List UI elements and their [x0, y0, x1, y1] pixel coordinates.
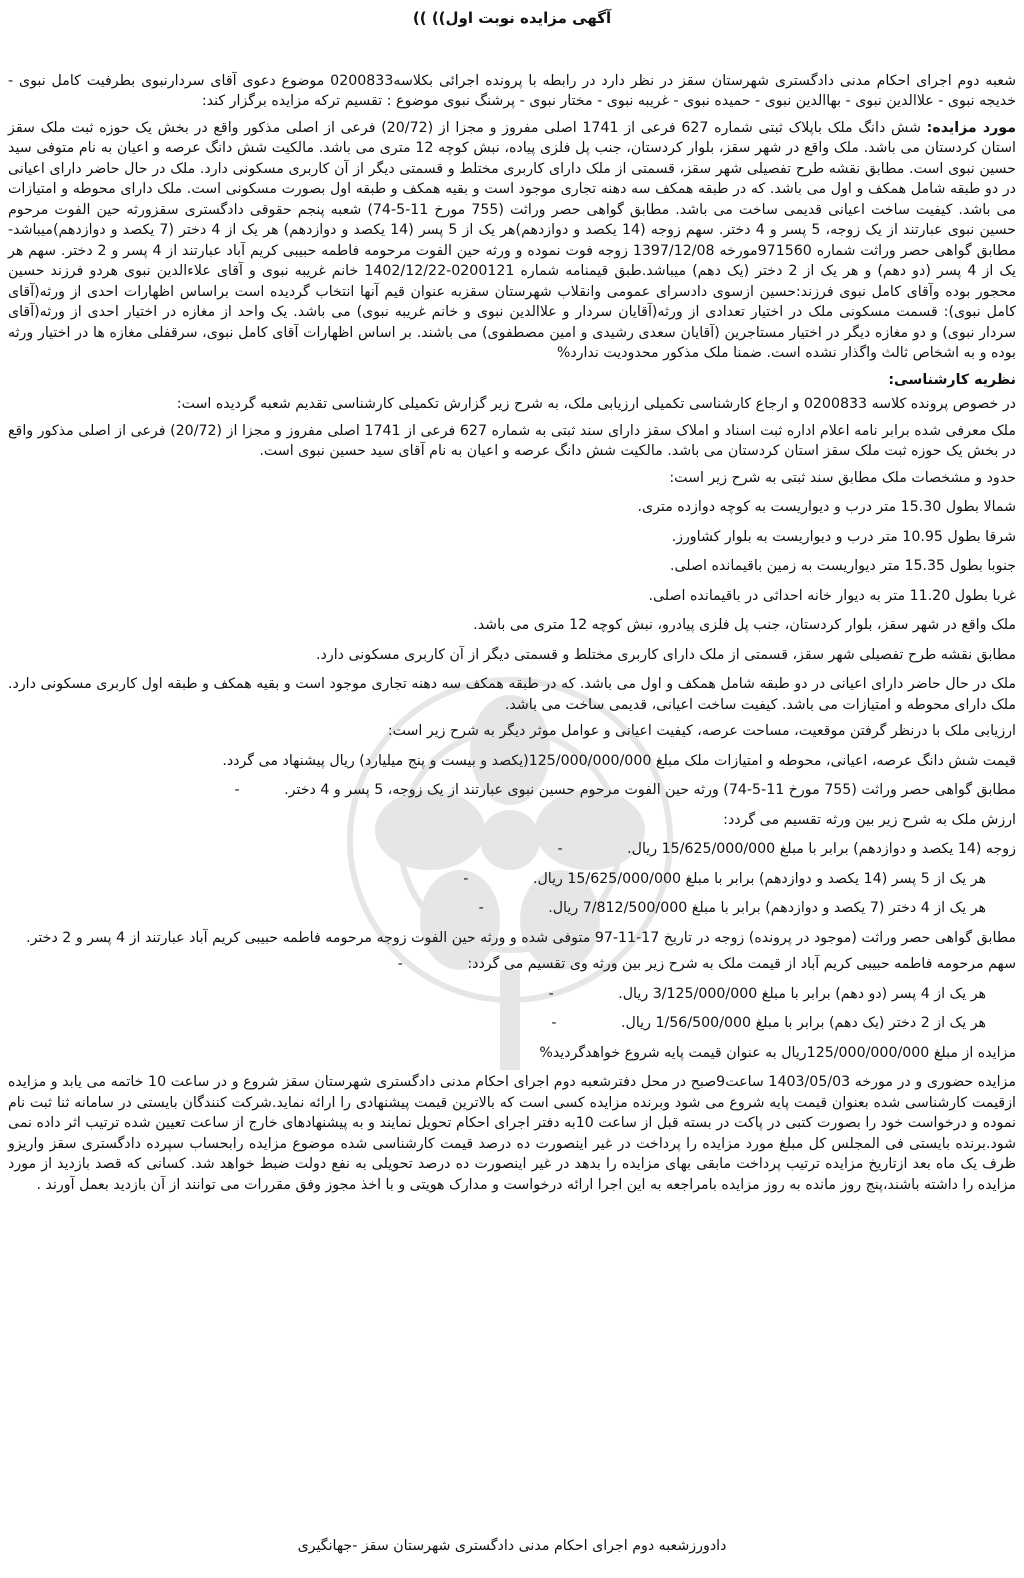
- share-sons-text: هر یک از 5 پسر (14 یکصد و دوازدهم) برابر با مبلغ 15/625/000/000 ریال.: [532, 870, 986, 887]
- page-title: آگهی مزایده نوبت اول)) )): [412, 9, 612, 27]
- expert-p2: ملک معرفی شده برابر نامه اعلام اداره ثبت اسناد و املاک سقز دارای سند ثبتی به شماره 627 فرعی از 1741 اصلی مفروز و مجزا از (20/72) فرعی از اصلی مذکور واقع در بخش یک حوزه ثبت ملک سقز استان کردستان می باشد. مالکیت شش دانگ عرصه و اعیان به نام آقای سید حسین نبوی است.: [8, 422, 1016, 459]
- bound-west: غربا بطول 11.20 متر به دیوار خانه احداثی در باقیمانده اصلی.: [648, 587, 1016, 604]
- share-daughters: [8, 898, 1016, 919]
- auction-start-line: مزایده از مبلغ 125/000/000/000ریال به عنوان قیمت پایه شروع خواهدگردید%: [539, 1044, 1016, 1061]
- location-line: ملک واقع در شهر سقز، بلوار کردستان، جنب پل فلزی پیادرو، نبش کوچه 12 متری می باشد.: [473, 617, 1016, 633]
- auction-subject-paragraph: [8, 118, 1016, 364]
- dash-mark: -: [557, 841, 563, 857]
- share-intro-text: سهم مرحومه فاطمه حبیبی کریم آباد از قیمت ملک به شرح زیر بین ورثه وی تقسیم می گردد:: [467, 956, 1016, 972]
- auction-subject-label: مورد مزایده:: [926, 119, 1016, 136]
- share-daughters-2: [8, 1013, 1016, 1034]
- dash-mark: -: [397, 956, 403, 972]
- auction-subject-text: شش دانگ ملک باپلاک ثبتی شماره 627 فرعی از 1741 اصلی مفروز و مجزا از (20/72) فرعی از اصلی مذکور واقع در بخش یک حوزه ثبت ملک سقز استان کردستان می باشد. ملک واقع در شهر سقز، بلوار کردستان، جنب پل فلزی پیاده، نبش کوچه 12 متری می باشد. مالکیت شش دانگ عرصه و اعیان به نام متوفی سید حسین نبوی است. مطابق نقشه طرح تفصیلی شهر سقز، قسمتی از ملک دارای کاربری مختلط و قسمتی دیگر از آن کاربری مسکونی دارد. ملک در حال حاضر دارای اعیانی در دو طبقه شامل همکف و اول می باشد. که در طبقه همکف سه دهنه تجاری موجود است و بقیه همکف و طبقه اول بصورت مسکونی است. ملک دارای محوطه و امتیازات می باشد. کیفیت ساخت اعیانی قدیمی ساخت می باشد. مطابق گواهی حصر وراثت (755 مورخ 11-5-74) شعبه پنجم حقوقی دادگستری سقزورثه حین الفوت مرحوم حسین نبوی عبارتند از یک زوجه، 5 پسر و 4 دختر. سهم زوجه (14 یکصد و دوازدهم)هر یک از 5 پسر (14 یکصد و دوازدهم) هر یک از 4 دختر (7 یکصد و دوازدهم)میباشد-مطابق گواهی حصر وراثت شماره 971560مورخه 1397/12/08 زوجه فوت نموده و ورثه حین الفوت مرحومه فاطمه حبیبی کریم آباد عبارتند از 4 پسر و 2 دختر. سهم هر یک از 4 پسر (دو دهم) و هر یک از 2 دختر (یک دهم) میباشد.طبق قیمنامه شماره 0200121-1402/12/22 خانم غریبه نبوی و آقای علاءالدین نبوی هردو فرزند حسین محجور بوده وآقای کامل نبوی فرزند:حسین ازسوی دادسرای عمومی وانقلاب شهرستان سقزبه عنوان قیم آنها انتخاب گردیده است براساس اظهارات احدی از ورثه(آقای کامل نبوی): قسمت مسکونی ملک در اختیار تعدادی از ورثه(آقایان سردار و علاالدین نبوی و خانم غریبه نبوی) می باشد. یک واحد از مغازه در اختیار احدی از ورثه(آقای سردار نبوی) و دو مغازه دیگر در اختیار مستاجرین (آقایان سعدی رشیدی و امین مصطفوی) می باشند. بر اساس اظهارات آقای کامل نبوی، سرقفلی مغازه ها در اختیار ورثه بوده و به اشخاص ثالث واگذار نشده است. ضمنا ملک مذکور محدودیت ندارد%: [8, 119, 1016, 361]
- share-daughters-text: هر یک از 4 دختر (7 یکصد و دوازدهم) برابر با مبلغ 7/812/500/000 ریال.: [548, 900, 986, 916]
- share-wife: [8, 839, 1016, 860]
- share-sons-2: [8, 984, 1016, 1005]
- conditions-paragraph: مزایده حضوری و در مورخه 1403/05/03 ساعت9صبح در محل دفترشعبه دوم اجرای احکام مدنی دادگستری شهرستان سقز شروع و در ساعت 10 خاتمه می یابد و مزایده ازقیمت کارشناسی شده بعنوان قیمت پایه شروع می شود وبرنده مزایده کسی است که بالاترین قیمت پیشنهادی را ارائه نماید.شرکت کنندگان بایستی در سامانه ثنا ثبت نام نموده و درخواست خود را بصورت کتبی در پاکت در بسته قبل از ساعت 10به دفتر اجرای احکام تحویل نمایند و به پیشنهادهای خارج از ساعت تعیین شده ترتیب اثر داده نمی شود.برنده بایستی فی المجلس کل مبلغ مورد مزایده را پرداخت در غیر اینصورت ده درصد قیمت کارشناسی شده موضوع مزایده رابحساب سپرده دادگستری سقز واریزو ظرف یک ماه بعد ازتاریخ مزایده ترتیب پرداخت مابقی بهای مزایده را بدهد در غیر اینصورت ده درصد تحویلی به نفع دولت ضبط خواهد شد. کسانی که قصد بازدید از مورد مزایده را داشته باشند،پنج روز مانده به روز مزایده بامراجعه به این اجرا ارائه درخواست و مدارک هویتی و با اخذ مجوز وفق مقررات می توانند از آن بازدید بعمل آورند .: [8, 1074, 1016, 1193]
- building-paragraph: ملک در حال حاضر دارای اعیانی در دو طبقه شامل همکف و اول می باشد. که در طبقه همکف سه دهنه تجاری موجود است و بقیه همکف و طبقه اول کاربری مسکونی دارد. ملک دارای محوطه و امتیازات می باشد. کیفیت ساخت اعیانی، قدیمی ساخت می باشد.: [8, 676, 1016, 713]
- signature-line: دادورزشعبه دوم اجرای احکام مدنی دادگستری شهرستان سقز -جهانگیری: [297, 1538, 727, 1554]
- share-wife-text: زوجه (14 یکصد و دوازدهم) برابر با مبلغ 15/625/000/000 ریال.: [627, 841, 1016, 857]
- share-intro: [8, 954, 1016, 975]
- valuation-intro: ارزیابی ملک با درنظر گرفتن موقعیت، مساحت عرصه، کیفیت اعیانی و عوامل موثر دیگر به شرح زیر است:: [387, 723, 1016, 739]
- zoning-line: مطابق نقشه طرح تفصیلی شهر سقز، قسمتی از ملک دارای کاربری مختلط و قسمتی دیگر از آن کاربری مسکونی دارد.: [316, 646, 1016, 663]
- expert-opinion-title: نظریه کارشناسی:: [888, 371, 1016, 388]
- dash-mark: -: [463, 870, 469, 887]
- share-daughters-2-text: هر یک از 2 دختر (یک دهم) برابر با مبلغ 1/56/500/000 ریال.: [621, 1015, 986, 1031]
- expert-p1: در خصوص پرونده کلاسه 0200833 و ارجاع کارشناسی تکمیلی ارزیابی ملک، به شرح زیر گزارش تکمیلی کارشناسی تقدیم شعبه گردیده است:: [176, 396, 1016, 412]
- heirs-line-2: مطابق گواهی حصر وراثت (موجود در پرونده) زوجه در تاریخ 17-11-97 متوفی شده و ورثه حین الفوت زوجه مرحومه فاطمه حبیبی کریم آباد عبارتند از 4 پسر و 2 دختر.: [26, 929, 1016, 946]
- dash-mark: -: [551, 1015, 557, 1031]
- bound-north: شمالا بطول 15.30 متر درب و دیواریست به کوچه دوازده متری.: [637, 499, 1016, 515]
- dash-mark: -: [478, 900, 484, 916]
- price-line: قیمت شش دانگ عرصه، اعیانی، محوطه و امتیازات ملک مبلغ 125/000/000/000(یکصد و بیست و پنج میلیارد) ریال پیشنهاد می گردد.: [222, 752, 1016, 769]
- intro-paragraph: شعبه دوم اجرای احکام مدنی دادگستری شهرستان سقز در نظر دارد در رابطه با پرونده اجرائی بکلاسه0200833 موضوع دعوی آقای سردارنبوی بطرفیت کامل نبوی - خدیجه نبوی - علاالدین نبوی - بهاالدین نبوی - حمیده نبوی - غریبه نبوی - مختار نبوی - پرشنگ نبوی موضوع : تقسیم ترکه مزایده برگزار کند:: [8, 72, 1016, 109]
- bound-south: جنوبا بطول 15.35 متر دیواریست به زمین باقیمانده اصلی.: [669, 558, 1016, 574]
- bound-east: شرقا بطول 10.95 متر درب و دیواریست به بلوار کشاورز.: [671, 528, 1016, 545]
- dash-mark: -: [548, 985, 554, 1002]
- share-sons: [8, 869, 1016, 890]
- bounds-intro: حدود و مشخصات ملک مطابق سند ثبتی به شرح زیر است:: [669, 469, 1016, 486]
- dash-mark: -: [234, 782, 240, 798]
- division-intro: ارزش ملک به شرح زیر بین ورثه تقسیم می گردد:: [723, 811, 1016, 828]
- share-sons-2-text: هر یک از 4 پسر (دو دهم) برابر با مبلغ 3/125/000/000 ریال.: [618, 985, 986, 1002]
- heirs-line-1: [8, 780, 1016, 801]
- heirs-text-1: مطابق گواهی حصر وراثت (755 مورخ 11-5-74) ورثه حین الفوت مرحوم حسین نبوی عبارتند از یک زوجه، 5 پسر و 4 دختر.: [284, 782, 1016, 798]
